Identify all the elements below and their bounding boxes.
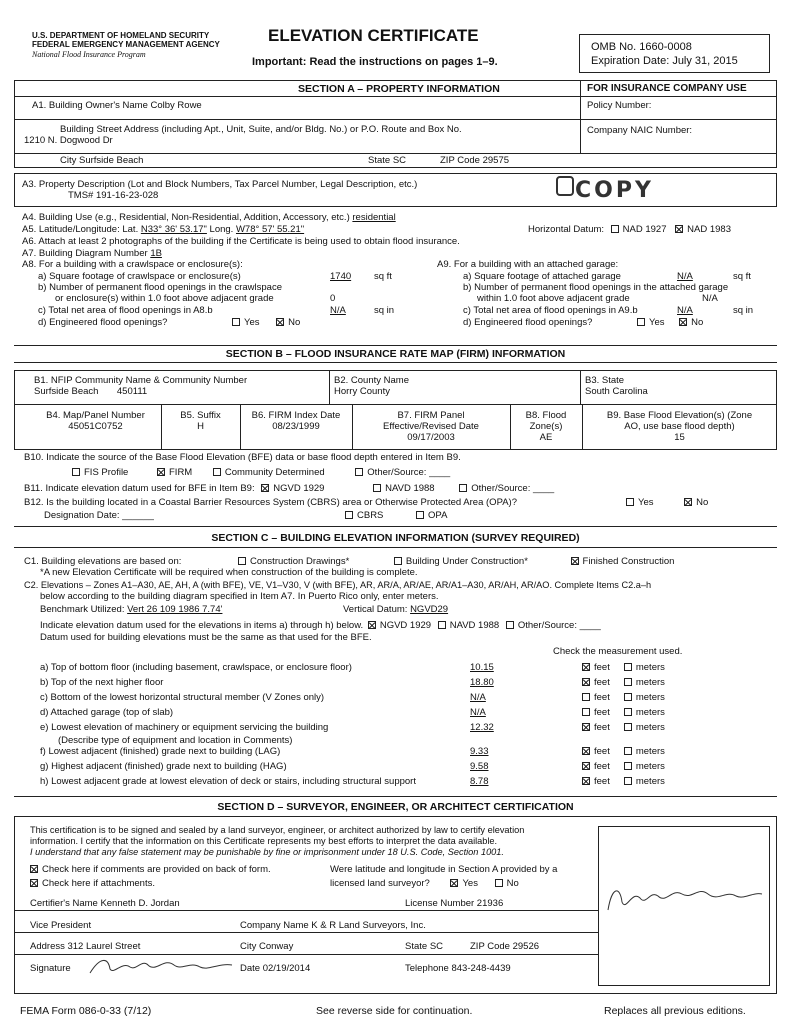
b8-label-2: Zone(s): [529, 421, 563, 432]
b10-label: B10. Indicate the source of the Base Flood Elevation (BFE) data or base flood depth entered in Item B9.: [24, 452, 461, 463]
a9c-unit: sq in: [733, 305, 754, 316]
cbrs-opa-options: CBRS OPA: [345, 510, 447, 521]
a3-description-label: A3. Property Description (Lot and Block Numbers, Tax Parcel Number, Legal Description, etc.): [22, 179, 418, 190]
comments-checkbox[interactable]: [30, 865, 38, 873]
meters-checkbox[interactable]: [624, 747, 632, 755]
elevation-item-value: 10.15: [470, 662, 494, 673]
nad1983-checkbox[interactable]: [675, 225, 683, 233]
a8a-label: a) Square footage of crawlspace or enclosure(s): [38, 271, 241, 282]
b3-label: B3. State: [585, 375, 625, 386]
elevation-item-label: a) Top of bottom floor (including basement, crawlspace, or enclosure floor): [40, 662, 352, 673]
measurement-options: feet meters: [582, 776, 665, 787]
footer-form-number: FEMA Form 086-0-33 (7/12): [20, 1005, 152, 1017]
meters-checkbox[interactable]: [624, 708, 632, 716]
section-a-heading: SECTION A – PROPERTY INFORMATION: [298, 83, 500, 95]
agency-line-3: National Flood Insurance Program: [32, 50, 146, 59]
c2-other-checkbox[interactable]: [506, 621, 514, 629]
section-c-heading: SECTION C – BUILDING ELEVATION INFORMATION (SURVEY REQUIRED): [211, 532, 580, 544]
latlong-question-2: licensed land surveyor? Yes No: [330, 878, 519, 889]
a9d-no-checkbox[interactable]: [679, 318, 687, 326]
b9-value: 15: [674, 432, 685, 443]
b12-no-checkbox[interactable]: [684, 498, 692, 506]
a7-diagram-value: 1B: [150, 248, 162, 259]
cert-paragraph-2: information. I certify that the information on this Certificate represents my best efforts to interpret the data available.: [30, 836, 498, 846]
cert-paragraph-3: I understand that any false statement may be punishable by fine or imprisonment under 18 U.S. Code, Section 1001.: [30, 847, 504, 857]
cbrs-checkbox[interactable]: [345, 511, 353, 519]
a8-heading: A8. For a building with a crawlspace or enclosure(s):: [22, 259, 243, 270]
construction-drawings-checkbox[interactable]: [238, 557, 246, 565]
b6-value: 08/23/1999: [272, 421, 320, 432]
latlong-question-1: Were latitude and longitude in Section A provided by a: [330, 864, 558, 875]
measurement-options: feet meters: [582, 692, 665, 703]
license-number: License Number 21936: [405, 898, 504, 909]
certifier-address: Address 312 Laurel Street: [30, 941, 141, 952]
measurement-options: feet meters: [582, 722, 665, 733]
a8a-unit: sq ft: [374, 271, 392, 282]
b11-row: B11. Indicate elevation datum used for BFE in Item B9: NGVD 1929 NAVD 1988 Other/Source: ____: [24, 483, 555, 494]
omb-number: OMB No. 1660-0008: [591, 41, 692, 53]
a8d-label: d) Engineered flood openings?: [38, 317, 168, 328]
other-source-checkbox[interactable]: [355, 468, 363, 476]
naic-number-label: Company NAIC Number:: [587, 125, 693, 136]
a5-latitude: N33° 36' 53.17": [140, 224, 207, 235]
a8c-value: N/A: [330, 305, 346, 316]
b6-label: B6. FIRM Index Date: [251, 410, 341, 421]
c2-navd-checkbox[interactable]: [438, 621, 446, 629]
a2-state: State SC: [368, 155, 407, 166]
c2-line-2: below according to the building diagram specified in Item A7. In Puerto Rico only, enter meters.: [40, 591, 439, 602]
b5-label: B5. Suffix: [180, 410, 221, 421]
elevation-item-label: e) Lowest elevation of machinery or equipment servicing the building: [40, 722, 329, 733]
meters-checkbox[interactable]: [624, 723, 632, 731]
attachments-row: Check here if attachments.: [30, 878, 155, 889]
a3-description-value: TMS# 191-16-23-028: [68, 190, 159, 201]
measurement-options: feet meters: [582, 746, 665, 757]
elevation-item-label: c) Bottom of the lowest horizontal structural member (V Zones only): [40, 692, 325, 703]
finished-construction-checkbox[interactable]: [571, 557, 579, 565]
a9d-yes-checkbox[interactable]: [637, 318, 645, 326]
signature-label: Signature: [30, 963, 71, 974]
b9-label-1: B9. Base Flood Elevation(s) (Zone: [606, 410, 753, 421]
certifier-zip: ZIP Code 29526: [470, 941, 540, 952]
policy-number-label: Policy Number:: [587, 100, 652, 111]
b4-value: 45051C0752: [68, 421, 123, 432]
a6-photographs: A6. Attach at least 2 photographs of the building if the Certificate is being used to obtain flood insurance.: [22, 236, 460, 247]
a9b-label-2: within 1.0 foot above adjacent grade: [477, 293, 630, 304]
certifier-name: Certifier's Name Kenneth D. Jordan: [30, 898, 180, 909]
certifier-telephone: Telephone 843-248-4439: [405, 963, 511, 974]
b3-value: South Carolina: [585, 386, 648, 397]
feet-checkbox[interactable]: [582, 708, 590, 716]
b2-label: B2. County Name: [334, 375, 409, 386]
elevation-item-label: b) Top of the next higher floor: [40, 677, 164, 688]
a9b-label-1: b) Number of permanent flood openings in the attached garage: [463, 282, 729, 293]
section-b-heading: SECTION B – FLOOD INSURANCE RATE MAP (FIRM) INFORMATION: [225, 348, 566, 360]
item-e-subtext: (Describe type of equipment and location in Comments): [58, 735, 293, 746]
b8-value: AE: [539, 432, 553, 443]
a8d-options: Yes No: [232, 317, 300, 328]
a9a-label: a) Square footage of attached garage: [463, 271, 621, 282]
b7-value: 09/17/2003: [407, 432, 455, 443]
measurement-options: feet meters: [582, 677, 665, 688]
b1-label: B1. NFIP Community Name & Community Number: [34, 375, 248, 386]
b12-label: B12. Is the building located in a Coastal Barrier Resources System (CBRS) area or Otherwise Protected Area (OPA)?: [24, 497, 517, 508]
elevation-item-value: 18.80: [470, 677, 494, 688]
meters-checkbox[interactable]: [624, 663, 632, 671]
a2-zip: ZIP Code 29575: [440, 155, 510, 166]
cert-paragraph-1: This certification is to be signed and sealed by a land surveyor, engineer, or architect authorized by law to certify elevation: [30, 825, 525, 835]
a9d-options: Yes No: [637, 317, 703, 328]
b8-label-1: B8. Flood: [525, 410, 567, 421]
a9d-label: d) Engineered flood openings?: [463, 317, 593, 328]
vertical-datum-value: NGVD29: [410, 604, 449, 615]
feet-checkbox[interactable]: [582, 723, 590, 731]
b7-label-2: Effective/Revised Date: [383, 421, 479, 432]
a2-address-label: Building Street Address (including Apt., Unit, Suite, and/or Bldg. No.) or P.O. Route and Box No.: [60, 124, 462, 135]
a8b-value: 0: [330, 293, 336, 304]
elevation-item-value: 8.78: [470, 776, 489, 787]
signature-scribble: [86, 953, 236, 979]
agency-line-1: U.S. DEPARTMENT OF HOMELAND SECURITY: [32, 31, 210, 40]
a8c-unit: sq in: [374, 305, 395, 316]
c1-label: C1. Building elevations are based on:: [24, 556, 182, 567]
b2-value: Horry County: [334, 386, 390, 397]
b1-value: Surfside Beach 450111: [34, 386, 148, 397]
nad1927-checkbox[interactable]: [611, 225, 619, 233]
copy-stamp-icon: [556, 176, 574, 196]
feet-checkbox[interactable]: [582, 747, 590, 755]
seal-signature: [602, 880, 766, 920]
omb-box: [579, 34, 770, 73]
signature-date: Date 02/19/2014: [240, 963, 311, 974]
feet-checkbox[interactable]: [582, 693, 590, 701]
a7-diagram: A7. Building Diagram Number 1B: [22, 248, 162, 259]
b12-options: Yes No: [626, 497, 708, 508]
elevation-item-label: g) Highest adjacent (finished) grade next to building (HAG): [40, 761, 287, 772]
b10-options: FIS Profile FIRM Community Determined Other/Source: ____: [72, 467, 450, 478]
a8d-no-checkbox[interactable]: [276, 318, 284, 326]
a8b-label-2: or enclosure(s) within 1.0 foot above adjacent grade: [55, 293, 274, 304]
elevation-item-value: N/A: [470, 692, 486, 703]
a8a-value: 1740: [330, 271, 352, 282]
benchmark-value: Vert 26 109 1986 7.74': [127, 604, 223, 615]
check-measurement-heading: Check the measurement used.: [553, 646, 683, 657]
vertical-datum-row: Vertical Datum: NGVD29: [343, 604, 449, 615]
c1-options: Construction Drawings* Building Under Construction* Finished Construction: [238, 556, 674, 567]
attachments-checkbox[interactable]: [30, 879, 38, 887]
b11-other-checkbox[interactable]: [459, 484, 467, 492]
feet-checkbox[interactable]: [582, 678, 590, 686]
a8c-label: c) Total net area of flood openings in A8.b: [38, 305, 213, 316]
c2-datum-note: Datum used for building elevations must be the same as that used for the BFE.: [40, 632, 372, 643]
certifier-city: City Conway: [240, 941, 294, 952]
measurement-options: feet meters: [582, 761, 665, 772]
footer-replaces: Replaces all previous editions.: [604, 1005, 746, 1017]
c2-ngvd-checkbox[interactable]: [368, 621, 376, 629]
meters-checkbox[interactable]: [624, 762, 632, 770]
meters-checkbox[interactable]: [624, 678, 632, 686]
a8d-yes-checkbox[interactable]: [232, 318, 240, 326]
opa-checkbox[interactable]: [416, 511, 424, 519]
a9a-value: N/A: [677, 271, 693, 282]
certifier-title: Vice President: [30, 920, 92, 931]
company-name: Company Name K & R Land Surveyors, Inc.: [240, 920, 426, 931]
page-title: ELEVATION CERTIFICATE: [268, 26, 479, 45]
a1-owner-name: A1. Building Owner's Name Colby Rowe: [32, 100, 202, 111]
certifier-state: State SC: [405, 941, 444, 952]
a5-latlong: A5. Latitude/Longitude: Lat. N33° 36' 53.17" Long. W78° 57' 55.21": [22, 224, 305, 235]
a4-building-use-value: residential: [352, 212, 396, 223]
horizontal-datum: Horizontal Datum: NAD 1927 NAD 1983: [528, 224, 731, 235]
c1-note: *A new Elevation Certificate will be required when construction of the building is complete.: [40, 567, 418, 578]
expiration-date: Expiration Date: July 31, 2015: [591, 55, 738, 67]
feet-checkbox[interactable]: [582, 762, 590, 770]
licensed-no-checkbox[interactable]: [495, 879, 503, 887]
measurement-options: feet meters: [582, 707, 665, 718]
designation-date: Designation Date: ______: [44, 510, 154, 521]
agency-line-2: FEDERAL EMERGENCY MANAGEMENT AGENCY: [32, 40, 220, 49]
b11-navd-checkbox[interactable]: [373, 484, 381, 492]
a2-city: City Surfside Beach: [60, 155, 144, 166]
insurance-use-heading: FOR INSURANCE COMPANY USE: [587, 83, 747, 94]
elevation-item-value: 12.32: [470, 722, 494, 733]
a5-longitude: W78° 57' 55.21": [235, 224, 305, 235]
measurement-options: feet meters: [582, 662, 665, 673]
meters-checkbox[interactable]: [624, 693, 632, 701]
b5-value: H: [197, 421, 204, 432]
a9a-unit: sq ft: [733, 271, 751, 282]
elevation-item-value: N/A: [470, 707, 486, 718]
elevation-item-label: d) Attached garage (top of slab): [40, 707, 174, 718]
a4-building-use-label: A4. Building Use (e.g., Residential, Non-Residential, Addition, Accessory, etc.) residential: [22, 212, 396, 223]
a9c-label: c) Total net area of flood openings in A9.b: [463, 305, 638, 316]
copy-stamp: COPY: [575, 178, 654, 203]
comments-row: Check here if comments are provided on back of form.: [30, 864, 271, 875]
community-determined-checkbox[interactable]: [213, 468, 221, 476]
b11-ngvd-checkbox[interactable]: [261, 484, 269, 492]
benchmark-row: Benchmark Utilized: Vert 26 109 1986 7.74': [40, 604, 223, 615]
feet-checkbox[interactable]: [582, 777, 590, 785]
b4-label: B4. Map/Panel Number: [46, 410, 145, 421]
fis-profile-checkbox[interactable]: [72, 468, 80, 476]
a8b-label-1: b) Number of permanent flood openings in the crawlspace: [38, 282, 282, 293]
c2-line-1: C2. Elevations – Zones A1–A30, AE, AH, A (with BFE), VE, V1–V30, V (with BFE), AR, AR/A, AR/AE, AR/A1–A30, AR/AH, AR/AO. Complete Items C2.a–h: [24, 580, 652, 590]
b7-label-1: B7. FIRM Panel: [397, 410, 465, 421]
elevation-item-label: f) Lowest adjacent (finished) grade next to building (LAG): [40, 746, 281, 757]
firm-checkbox[interactable]: [157, 468, 165, 476]
b9-label-2: AO, use base flood depth): [624, 421, 735, 432]
elevation-item-value: 9.58: [470, 761, 489, 772]
b12-yes-checkbox[interactable]: [626, 498, 634, 506]
elevation-item-label: h) Lowest adjacent grade at lowest elevation of deck or stairs, including structural support: [40, 776, 416, 787]
under-construction-checkbox[interactable]: [394, 557, 402, 565]
elevation-item-value: 9.33: [470, 746, 489, 757]
licensed-yes-checkbox[interactable]: [450, 879, 458, 887]
feet-checkbox[interactable]: [582, 663, 590, 671]
section-d-heading: SECTION D – SURVEYOR, ENGINEER, OR ARCHITECT CERTIFICATION: [217, 801, 574, 813]
meters-checkbox[interactable]: [624, 777, 632, 785]
a9b-value: N/A: [702, 293, 718, 304]
instructions-note: Important: Read the instructions on pages 1–9.: [252, 56, 498, 68]
footer-continuation: See reverse side for continuation.: [316, 1005, 473, 1017]
c2-datum-row: Indicate elevation datum used for the elevations in items a) through h) below. NGVD 1929 NAVD 1988 Other/Source: ____: [40, 620, 601, 631]
a9c-value: N/A: [677, 305, 693, 316]
a2-address-value: 1210 N. Dogwood Dr: [24, 135, 113, 146]
a9-heading: A9. For a building with an attached garage:: [437, 259, 619, 270]
